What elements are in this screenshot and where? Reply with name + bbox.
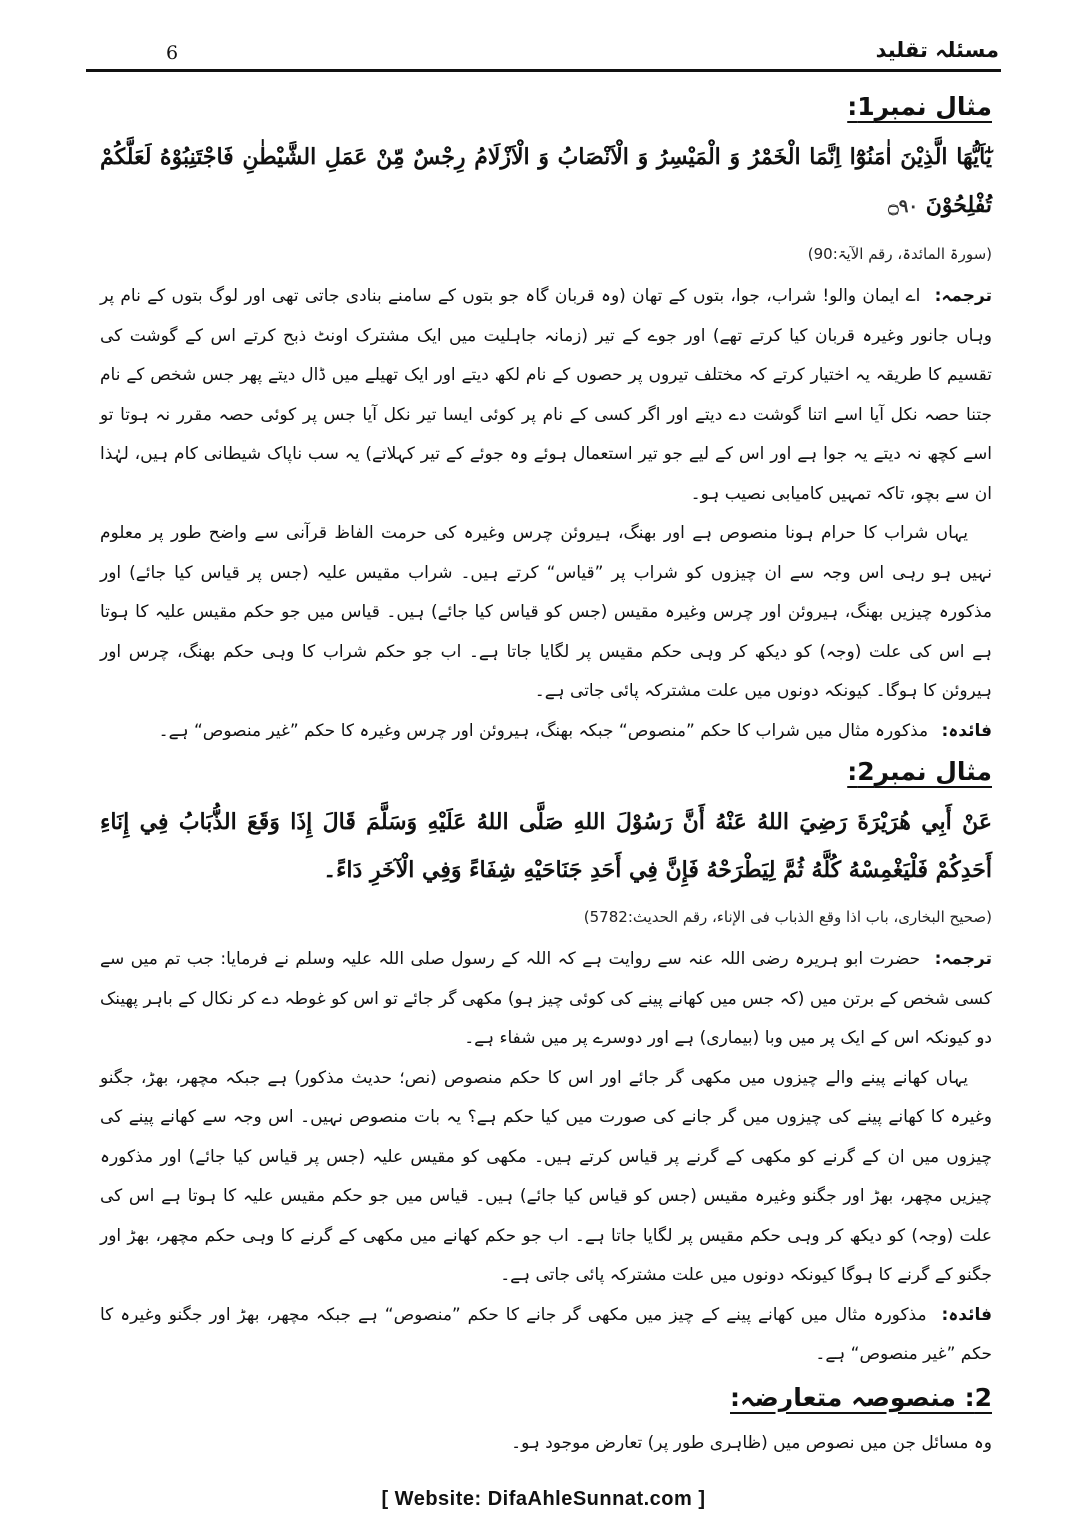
example2-reference: (صحیح البخاری، باب اذا وقع الذباب فی الإناء، رقم الحدیث:5782) [583, 908, 992, 926]
example2-hadith: عَنْ أَبِي هُرَيْرَةَ رَضِيَ اللهُ عَنْهُ أَنَّ رَسُوْلَ اللهِ صَلَّى اللهُ عَلَيْهِ وَسَلَّمَ قَالَ إِذَا وَقَعَ الذُّبَابُ فِي إِنَاءِ أَحَدِكُمْ فَلْيَغْمِسْهُ كُلَّهُ ثُمَّ لِيَطْرَحْهُ فَإِنَّ فِي أَحَدِ جَنَاحَيْهِ شِفَاءً وَفِي الْآخَرِ دَاءً۔ [100, 809, 992, 883]
section2-heading: 2: منصوصہ متعارضہ: [730, 1382, 992, 1412]
translation-label: ترجمہ: [934, 286, 992, 306]
example1-ayah [100, 133, 992, 231]
header-rule [86, 69, 1001, 72]
example1-benefit-text: مذکورہ مثال میں شراب کا حکم ”منصوص“ جبکہ بھنگ، ہیروئن اور چرس وغیرہ کا حکم ”غیر منصوص“ ہے۔ [158, 720, 929, 741]
website-footer: [ Website: DifaAhleSunnat.com ] [381, 1488, 706, 1510]
example1-explanation: یہاں شراب کا حرام ہونا منصوص ہے اور بھنگ، ہیروئن چرس وغیرہ کی حرمت الفاظ قرآنی سے واضح طور پر معلوم نہیں ہو رہی اس وجہ سے ان چیزوں کو شراب پر ”قیاس“ کرتے ہیں۔ شراب مقیس علیہ (جس پر قیاس کیا جائے) اور مذکورہ چیزیں بھنگ، ہیروئن اور چرس وغیرہ مقیس (جس کو قیاس کیا جائے) ہیں۔ قیاس میں جو حکم مقیس علیہ کا ہوتا ہے اس کی علت (وجہ) کو دیکھ کر وہی حکم مقیس پر لگایا جاتا ہے۔ اب جو حکم شراب کا وہی حکم بھنگ، چرس اور ہیروئن کا ہوگا۔ کیونکہ دونوں میں علت مشترکہ پائی جاتی ہے۔ [100, 523, 992, 701]
example2-benefit [100, 1296, 992, 1375]
example2-translation-text: حضرت ابو ہریرہ رضی اللہ عنہ سے روایت ہے کہ اللہ کے رسول صلی اللہ علیہ وسلم نے فرمایا: جب تم میں سے کسی شخص کے برتن میں (کہ جس میں کھانے پینے کی کوئی چیز ہو) مکھی گر جائے تو اس کو غوطہ دے کر نکال کے باہر پھینک دو کیونکہ اس کے ایک پر میں وبا (بیماری) ہے اور دوسرے پر میں شفاء ہے۔ [100, 949, 992, 1048]
page-content [100, 86, 992, 1463]
example1-reference: (سورۃ المائدۃ، رقم الآیۃ:90) [807, 245, 992, 263]
example2-benefit-text: مذکورہ مثال میں کھانے پینے کے چیز میں مکھی گر جانے کا حکم ”منصوص“ ہے جبکہ مچھر، بھڑ اور جگنو وغیرہ کا حکم ”غیر منصوص“ ہے۔ [100, 1304, 992, 1364]
book-title: مسئلہ تقلید [875, 38, 999, 62]
example2-heading: مثال نمبر2: [847, 757, 992, 786]
example1-translation-text: اے ایمان والو! شراب، جوا، بتوں کے تھان (وہ قربان گاہ جو بتوں کے سامنے بنادی جاتی تھی اور لوگ بتوں کے نام پر وہاں جانور وغیرہ قربان کیا کرتے تھے) اور جوے کے تیر (زمانہ جاہلیت میں ایک مشترک اونٹ ذبح کرتے اس کے گوشت کی تقسیم کا طریقہ یہ اختیار کرتے کہ مختلف تیروں پر حصوں کے نام لکھ دیتے اور ایک تھیلے میں ڈال دیتے پھر جس شخص کے نام جتنا حصہ نکل آیا اسے اتنا گوشت دے دیتے اور اگر کسی کے نام پر کوئی ایسا تیر نکل آیا جس پر کوئی حصہ مقرر نہ ہوتا تو اسے کچھ نہ دیتے یہ جوا ہے اور اس کے لیے جو تیر استعمال ہوئے وہ جوئے کے تیر کہلاتے) یہ سب ناپاک شیطانی کام ہیں، لہٰذا ان سے بچو، تاکہ تمہیں کامیابی نصیب ہو۔ [100, 286, 992, 504]
section2-text: وہ مسائل جن میں نصوص میں (ظاہری طور پر) تعارض موجود ہو۔ [511, 1432, 992, 1453]
ayah-end-mark: ۝٩٠ [888, 196, 919, 217]
example1-translation [100, 277, 992, 514]
example1-benefit [100, 712, 992, 752]
example2-explanation: یہاں کھانے پینے والے چیزوں میں مکھی گر جائے اور اس کا حکم منصوص (نص؛ حدیث مذکور) ہے جبکہ مچھر، بھڑ، جگنو وغیرہ کا کھانے پینے کی چیزوں میں گر جانے کی صورت میں کیا حکم ہے؟ یہ بات منصوص نہیں۔ اس وجہ سے کھانے پینے کی چیزوں میں ان کے گرنے کو مکھی کے گرنے پر قیاس کرتے ہیں۔ مکھی کو مقیس علیہ (جس پر قیاس کیا جائے) اور مذکورہ چیزیں مچھر، بھڑ اور جگنو وغیرہ مقیس (جس کو قیاس کیا جائے) ہیں۔ قیاس میں جو حکم مقیس علیہ کا ہوتا ہے اس کی علت (وجہ) کو دیکھ کر وہی حکم مقیس پر لگایا جاتا ہے۔ اب جو حکم کھانے میں مکھی کے گرنے کا وہی حکم مچھر، بھڑ اور جگنو کے گرنے کا ہوگا کیونکہ دونوں میں علت مشترکہ پائی جاتی ہے۔ [100, 1067, 992, 1285]
example2-translation [100, 940, 992, 1059]
example1-ayah-text: يٰٓاَيُّهَا الَّذِيْنَ اٰمَنُوْٓا اِنَّمَا الْخَمْرُ وَ الْمَيْسِرُ وَ الْاَنْصَابُ وَ الْاَزْلَامُ رِجْسٌ مِّنْ عَمَلِ الشَّيْطٰنِ فَاجْتَنِبُوْهُ لَعَلَّكُمْ تُفْلِحُوْنَ [100, 144, 992, 218]
example1-heading: مثال نمبر1: [847, 92, 992, 121]
page-number: 6 [166, 42, 179, 64]
benefit-label: فائدہ: [941, 720, 992, 741]
benefit-label: فائدہ: [941, 1304, 993, 1325]
translation-label: ترجمہ: [934, 949, 993, 969]
